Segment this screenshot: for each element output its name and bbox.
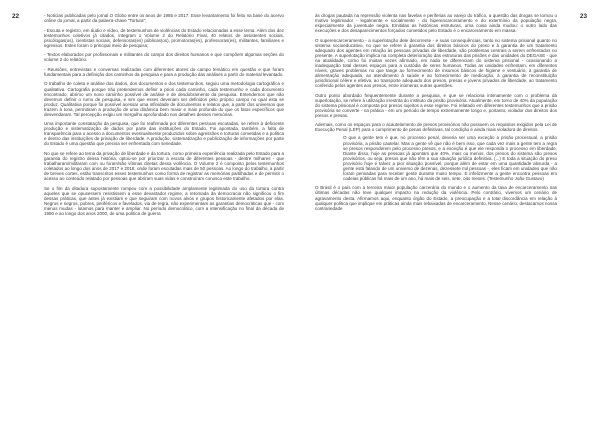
paragraph: - Notícias publicadas pelo jornal O Globo entre os anos de 1985 e 2017. Esse levantamento foi feito na base do acervo online do jornal, a partir da palavra-chave “Tortura”; <box>44 13 284 24</box>
page-number: 22 <box>12 13 20 20</box>
paragraph: O superencarceramento - a superlotação dele decorrente - e suas consequências, tanto no sistema prisional quanto no sistema socioeducativo, no que se refere à garantia dos direitos básicos do preso e à garantia de um tratamento adequado dos agentes em relação às pessoas privadas de liberdade, são problemas centrais a serem enfrentados no presente. A superlotação implica na completa deterioração das estruturas das prisões e das unidades do DEGASE - que na atualidade, como foi muitas vezes afirmado, em nada se diferenciam do sistema prisional - ocasionando a inadequação total desses espaços para a custódia de seres humanos. Todas as unidades enfrentam, em diferentes níveis, graves problemas no que tange ao fornecimento de insumos básicos de higiene e vestuário, à garantia de alimentação adequada, ao atendimento à saúde e ao fornecimento de medicação, à garantia de reconstituição jurisdicional célere e efetiva, ao transporte adequado dos presos, presas e jovens privados de liberdade, ao tratamento conferido pelos agentes aos presos, entre inúmeras outras questões. <box>315 37 557 89</box>
right-text-column <box>315 13 557 211</box>
paragraph: Se o fim da ditadura supostamente rompeu com a possibilidade amplamente legitimada do uso da tortura contra aqueles que se opusessem resistissem a esse devastador regime, a retomada da democracia não significou o fim dessas práticas, que antes já existiam e que seguiram com novos alvos e grupos historicamente afetados por elas. Negros e negros, pobres, periféricos e favelados, via de regra, não experimentam as garantias democráticas que - com menos mudas - lutamos para manter e ampliar. No período democrático, com a intensificação no final da década de 1990 e ao longo dos anos 2000, de uma política de guerra <box>44 185 284 217</box>
page-number: 23 <box>579 13 587 20</box>
left-text-column <box>44 13 284 216</box>
paragraph: Outro ponto abordado frequentemente durante a pesquisa, e que se relaciona intimamente com o problema da superlotação, se refere à utilização irrestrita do instituto da prisão provisória. Atualmente, em torno de 40% da população do sistema prisional é composta por presos sujeitos a esse regime. Foi relatado em diferentes testemunhos que a prisão provisória se converte - na prática - em um período de tempo extremamente longo e, portanto, violador dos direitos dos presos e presas. <box>315 92 557 118</box>
paragraph: No que se refere ao tema da privação de liberdade e da tortura, como primeira experiência realizada pelo Estado para a garantia do registro dessa história, optou-se por priorizar a escuta de diferentes pessoas - dentre milhares - que trabalharam/militaram com ou foram/são vítimas diretas dessa violência. O Volume 2 é composto pelos testemunhos coletados ao longo dos anos de 2017 e 2018, onde foram escutadas mais de 50 pessoas. Ao longo do trabalho, a partir de breves cortes, estão transcritos esses testemunhos como forma de registrar as memórias partilhadas e de permitir o acesso ao conteúdo relatado por pessoas que abriram suas vidas e construíram conosco este trabalho. <box>44 151 284 182</box>
testimony-quote: O que a gente tem é que, no processo penal, deveria ser uma exceção a prisão processual, a prisão provisória, a prisão cautelar. Mas a gente vê que não é bem isso, que cada vez mais a gente tem a regra se presos responderem pelo processo presos, e a exceção é que ele responda o processo em liberdade. Diante disso, hoje as pessoas já apontam que 40%, mais ou menos, dos presos do sistema são presos provisórios, ou seja, presos que não têm a sua situação jurídica definitiva. (...) E toda a situação do preso provisório hoje é talvez a pior situação possível, porque além de estar em uma quantidade absurda - a gente está falando de um universo de dezenas, dezessete mil pessoas -, eles ficam em unidades que não foram pensadas para receber gente durante muito tempo. E infelizmente a gente encontra pessoas em cadeias públicas há mais de um ano, há mais de seis, sete, oito meses. (Testemunho João Gustavo) <box>343 135 557 181</box>
paragraph: O Brasil é o país com a terceira maior população carcerária do mundo e o aumento da taxa de encarceramento nas últimas décadas não teve qualquer impacto na redução da violência. Pelo contrário, vivemos um cenário de agravamento desta. Afirmamos aqui, enquanto órgão do Estado, a preocupação e a total discordância em relação à qualquer política que implique em práticas ainda mais rebaixadas de encarceramento. Nesse cenário, destacamos nossa contrariedade <box>315 185 557 211</box>
paragraph: - Escuta e registro, em áudio e vídeo, de testemunhos de violências do Estado relacionadas a esse tema. Além dos dez testemunhos coletivos já citados, integram o Volume 2 do Relatório Final, 40 relatos de assistentes sociais, psicólogas(os), cientistas sociais, defensoras(es) públicas(os), promotoras(es), professoras(es), militantes, familiares e egressos. Estes foram o principal meio de pesquisa; <box>44 27 284 48</box>
paragraph: - Textos elaborados por profissionais e militantes do campo dos direitos humanos e que compõem algumas seções do volume 2 do relatório. <box>44 52 284 63</box>
paragraph: - Reuniões, entrevistas e conversas realizadas com diferentes atores do campo temático em questão e que foram fundamentais para a definição dos caminhos da pesquisa e para a produção das análises a partir do material levantado. <box>44 66 284 77</box>
paragraph: às drogas pautada na repressão violenta nas favelas e periferias ao varejo do tráfico, a questão das drogas se tornou o motivo legitimador - legalmente e socialmente - do hiperencarceramento e do extermínio da população negra, especialmente da juventude negra. Emitidas as históricas estruturas, uma coisa ainda mudou: o outro lado das execuções e dos desaparecimentos forçados cometidos pelo Estado é o encarceramento em massa. <box>315 13 557 34</box>
paragraph: O trabalho de coleta e análise dos dados, dos documentos e dos testemunhos, seguiu uma metodologia cartográfica e qualitativa. Cartografia porque não pretendemos definir a priori cada caminho, cada testemunho e cada documento encontrado, abrimo um novo caminho possível de análise e de desdobramento da pesquisa. Entendemos que não devemos definir o rumo de pesquisa, e sim que esses deveriam ser definidos pelo próprio campo no qual esta se produz. Qualitativa porque foi possível acessar uma infinidade de documentos e relatos que, a partir dos universos que trazem à tona, permitiram a produção de uma dinâmica bem maior e mais profunda do que os fatos específicos que desvendaram. Tal percepção exigiu um mergulho aprofundado nos detalhes desses memórias. <box>44 81 284 117</box>
right-page <box>300 0 600 424</box>
paragraph: Ademais, como os espaços para o acautelamento de presos provisórios não possuem os requisitos exigidos pela Lei de Execução Penal (LEP) para o cumprimento de penas definitivas, tal condição é ainda mais violadora de direitos. <box>315 122 557 133</box>
paragraph: Uma importante constatação da pesquisa, que foi reafirmada por diferentes pessoas escutadas, se refere à deficiente produção e sistematização de dados por parte das instituições do Estado. Foi apontada, também, a falta de transparência para o acesso a documentos eventualmente produzidos sobre agressões e torturas cometidas e a política e dentro das instituições de privação de liberdade. A produção, sistematização e publicização de informações por parte do Estado é uma questão que precisa ser enfrentada com seriedade. <box>44 121 284 147</box>
